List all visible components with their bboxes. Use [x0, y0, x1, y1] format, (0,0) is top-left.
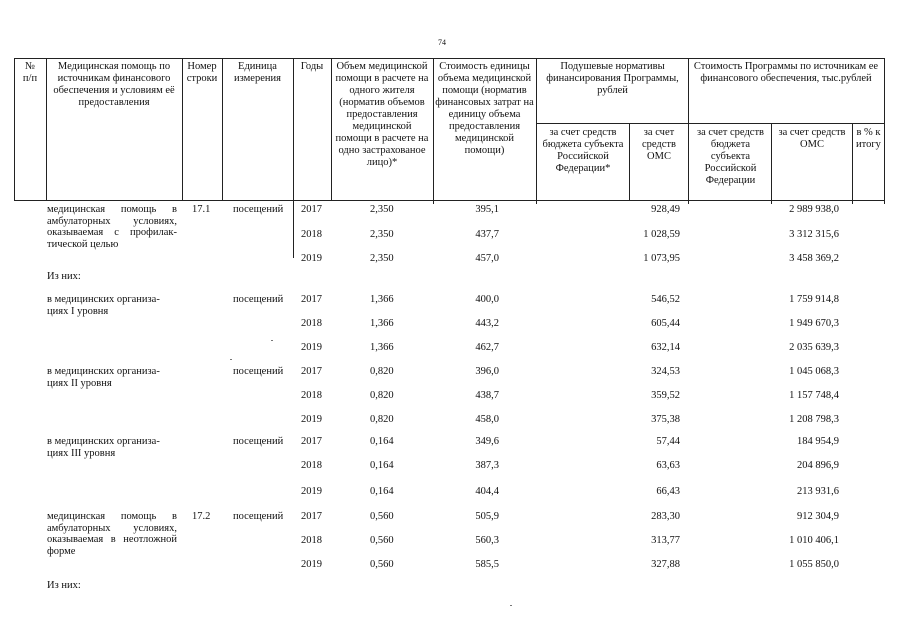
- group-unit: посещений: [233, 436, 284, 447]
- volume: 0,560: [370, 535, 394, 546]
- volume: 2,350: [370, 253, 394, 264]
- volume: 0,820: [370, 366, 394, 377]
- subheader-of-which: Из них:: [47, 580, 81, 591]
- group-row-number: 17.2: [192, 511, 211, 522]
- body-col-divider-11: [852, 200, 853, 204]
- program-oms: 2 035 639,3: [789, 342, 839, 353]
- per-capita-oms: 313,77: [651, 535, 680, 546]
- unit-cost: 349,6: [475, 436, 499, 447]
- header-num: № п/п: [22, 61, 38, 84]
- header-name: Медицинская помощь по источникам финансового обеспечения и условиям её предоставления: [53, 61, 175, 108]
- unit-cost: 458,0: [475, 414, 499, 425]
- year: 2019: [301, 414, 322, 425]
- year: 2017: [301, 511, 322, 522]
- program-oms: 3 312 315,6: [789, 229, 839, 240]
- group-unit: посещений: [233, 204, 284, 215]
- year: 2019: [301, 342, 322, 353]
- program-oms: 1 759 914,8: [789, 294, 839, 305]
- per-capita-oms: 66,43: [656, 486, 680, 497]
- group-unit: посещений: [233, 294, 284, 305]
- program-oms: 1 208 798,3: [789, 414, 839, 425]
- year: 2017: [301, 204, 322, 215]
- volume: 0,820: [370, 414, 394, 425]
- volume: 1,366: [370, 318, 394, 329]
- per-capita-oms: 63,63: [656, 460, 680, 471]
- header-bottom-border: [14, 200, 884, 201]
- scan-speck: [230, 359, 232, 360]
- unit-cost: 400,0: [475, 294, 499, 305]
- year: 2017: [301, 436, 322, 447]
- year: 2018: [301, 318, 322, 329]
- unit-cost: 443,2: [475, 318, 499, 329]
- year: 2018: [301, 535, 322, 546]
- col-divider-11: [852, 123, 853, 200]
- unit-cost: 560,3: [475, 535, 499, 546]
- col-divider-9: [688, 58, 689, 200]
- scan-speck: [271, 340, 273, 341]
- header-program-oms: за счет средств ОМС: [778, 127, 846, 150]
- program-oms: 2 989 938,0: [789, 204, 839, 215]
- header-program-budget: за счет средств бюджета субъекта Российской Федерации: [696, 127, 765, 186]
- body-col-divider-10: [771, 200, 772, 204]
- header-program-percent: в % к итогу: [856, 127, 881, 150]
- per-capita-oms: 375,38: [651, 414, 680, 425]
- col-divider-5: [331, 58, 332, 200]
- volume: 0,164: [370, 460, 394, 471]
- col-divider-8: [629, 123, 630, 200]
- year: 2018: [301, 460, 322, 471]
- header-per-capita-oms: за счет средств ОМС: [642, 127, 676, 162]
- year: 2018: [301, 229, 322, 240]
- group-unit: посещений: [233, 511, 284, 522]
- subheader-of-which: Из них:: [47, 271, 81, 282]
- body-col-divider-12: [884, 200, 885, 204]
- header-row-number: Номер строки: [186, 61, 218, 84]
- col-divider-12: [884, 58, 885, 200]
- program-oms: 1 010 406,1: [789, 535, 839, 546]
- per-capita-oms: 283,30: [651, 511, 680, 522]
- group-unit: посещений: [233, 366, 284, 377]
- volume: 0,164: [370, 486, 394, 497]
- year: 2017: [301, 366, 322, 377]
- unit-cost: 457,0: [475, 253, 499, 264]
- unit-cost: 505,9: [475, 511, 499, 522]
- program-oms: 204 896,9: [797, 460, 839, 471]
- header-program-group: Стоимость Программы по источникам ее финансового обеспечения, тыс.рублей: [693, 61, 879, 84]
- volume: 2,350: [370, 204, 394, 215]
- program-oms: 1 045 068,3: [789, 366, 839, 377]
- unit-cost: 404,4: [475, 486, 499, 497]
- body-col-divider-9: [688, 200, 689, 204]
- program-oms: 213 931,6: [797, 486, 839, 497]
- volume: 0,164: [370, 436, 394, 447]
- header-per-capita-group: Подушевые нормативы финансирования Программы, рублей: [546, 61, 679, 96]
- body-col-divider-6: [433, 200, 434, 204]
- volume: 0,560: [370, 559, 394, 570]
- per-capita-oms: 928,49: [651, 204, 680, 215]
- per-capita-oms: 359,52: [651, 390, 680, 401]
- per-capita-oms: 324,53: [651, 366, 680, 377]
- group-name: медицинская помощь в амбулаторных условиях, оказываемая в неотложной форме: [47, 511, 177, 557]
- header-top-border: [14, 58, 884, 59]
- group-name: в медицинских организа-циях III уровня: [47, 436, 160, 459]
- per-capita-oms: 546,52: [651, 294, 680, 305]
- program-oms: 1 055 850,0: [789, 559, 839, 570]
- unit-cost: 437,7: [475, 229, 499, 240]
- group-name: в медицинских организа-циях I уровня: [47, 294, 160, 317]
- per-capita-oms: 632,14: [651, 342, 680, 353]
- per-capita-oms: 1 028,59: [643, 229, 680, 240]
- col-divider-7: [536, 58, 537, 200]
- header-per-capita-budget: за счет средств бюджета субъекта Российской Федерации*: [542, 127, 624, 174]
- unit-cost: 395,1: [475, 204, 499, 215]
- body-col-divider-7: [536, 200, 537, 204]
- col-divider-3: [222, 58, 223, 200]
- col-divider-1: [46, 58, 47, 200]
- header-sub-divider: [536, 123, 884, 124]
- per-capita-oms: 57,44: [656, 436, 680, 447]
- program-oms: 912 304,9: [797, 511, 839, 522]
- header-unit: Единица измерения: [234, 61, 281, 84]
- scan-speck: [510, 605, 512, 606]
- col-divider-0: [14, 58, 15, 200]
- volume: 1,366: [370, 342, 394, 353]
- col-divider-10: [771, 123, 772, 200]
- year: 2017: [301, 294, 322, 305]
- volume: 2,350: [370, 229, 394, 240]
- program-oms: 1 157 748,4: [789, 390, 839, 401]
- header-years: Годы: [300, 61, 324, 72]
- per-capita-oms: 327,88: [651, 559, 680, 570]
- header-volume: Объем медицинской помощи в расчете на одного жителя (норматив объемов предоставления медицинской помощи в расчете на одно застрахованое лицо)*: [335, 61, 429, 168]
- program-oms: 1 949 670,3: [789, 318, 839, 329]
- unit-cost: 585,5: [475, 559, 499, 570]
- unit-cost: 462,7: [475, 342, 499, 353]
- group-row-number: 17.1: [192, 204, 211, 215]
- year: 2019: [301, 253, 322, 264]
- volume: 1,366: [370, 294, 394, 305]
- year: 2019: [301, 559, 322, 570]
- volume: 0,560: [370, 511, 394, 522]
- col-divider-6: [433, 58, 434, 200]
- page-number: 74: [438, 38, 446, 47]
- program-oms: 3 458 369,2: [789, 253, 839, 264]
- unit-cost: 387,3: [475, 460, 499, 471]
- group-name: медицинская помощь в амбулаторных условиях, оказываемая с профилак-тической целью: [47, 204, 177, 250]
- year: 2018: [301, 390, 322, 401]
- unit-cost: 438,7: [475, 390, 499, 401]
- program-oms: 184 954,9: [797, 436, 839, 447]
- volume: 0,820: [370, 390, 394, 401]
- per-capita-oms: 605,44: [651, 318, 680, 329]
- body-col-divider-4: [293, 200, 294, 258]
- col-divider-4: [293, 58, 294, 200]
- unit-cost: 396,0: [475, 366, 499, 377]
- group-name: в медицинских организа-циях II уровня: [47, 366, 160, 389]
- header-cost: Стоимость единицы объема медицинской помощи (норматив финансовых затрат на единицу объема предоставления медицинской помощи): [435, 61, 534, 156]
- year: 2019: [301, 486, 322, 497]
- per-capita-oms: 1 073,95: [643, 253, 680, 264]
